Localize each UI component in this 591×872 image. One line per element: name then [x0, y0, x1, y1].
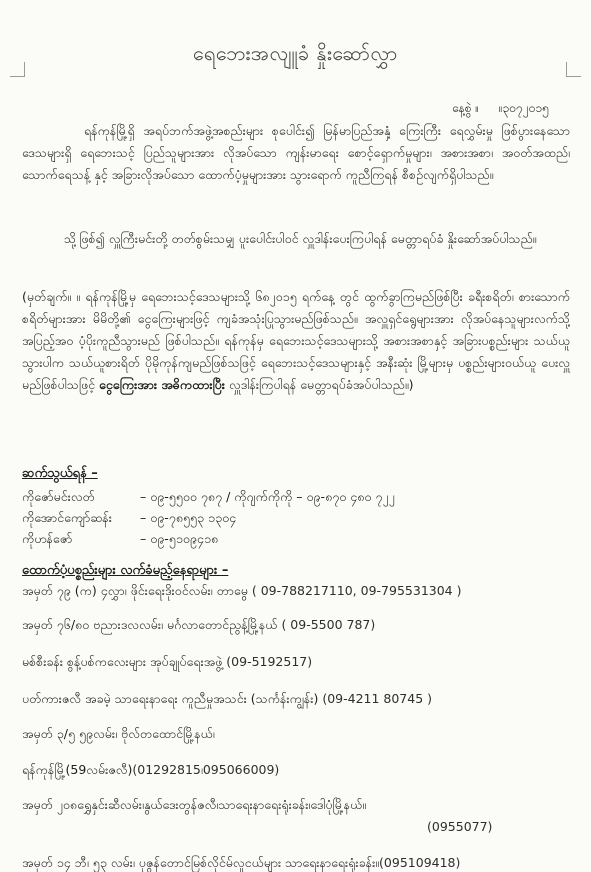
contact-name: ကိုဟန်ဇော် — [22, 531, 73, 546]
venue-address: ပတ်ကားဇလီ အခမဲ့ သာရေးနာရေး ကူညီမှုအသင်း (သင်္ကန်းကျွန်း) — [22, 691, 319, 706]
contact-phone: – ၀၉-၅၅၀၀ ၇၈၇ / ကိုဂျက်ကိုကို – ၀၉-၈၇၀ ၄၈၀ ၇၂၂ — [140, 489, 395, 504]
paragraph-note — [22, 286, 570, 396]
date-label: နေ့စွဲ ။ — [452, 101, 479, 115]
venue-phone: (01292815၊095066009) — [132, 762, 280, 777]
venue-phone: (09-4211 80745 ) — [322, 691, 433, 706]
venue-address: အမှတ် ၇၆/၈၀ ဗညားဒလလမ်း၊ မင်္ဂလာတောင်ညွန့်မြို့နယ် — [22, 617, 278, 632]
venue-address: အမှတ် ၇၉ (က) ၄လွှာ၊ ဖိုင်းရေးဒိုးဝင်လမ်း၊ တာမွေ — [22, 583, 248, 598]
venue-phone: ( 09-5500 787) — [281, 617, 376, 632]
venue-item — [22, 818, 574, 836]
venue-list — [22, 582, 574, 872]
note-bold-text: ငွေကြေးအား အဓိကထားပြီး — [99, 377, 225, 392]
venue-address: ရန်ကုန်မြို့(59လမ်းဇလီ) — [22, 762, 133, 777]
venue-item — [22, 690, 574, 708]
contact-name: ကိုဇော်မင်းလတ် — [22, 489, 95, 504]
contact-phone: – ၀၉-၅၁၀၉၄၁၈ — [140, 531, 219, 546]
venue-address: မစ်စီးခန်း စွန့်ပစ်ကလေးများ အုပ်ချုပ်ရေးအဖွဲ့ — [22, 654, 223, 669]
venue-item — [22, 725, 574, 743]
venue-phone: (0955077) — [427, 819, 493, 834]
venue-item — [22, 854, 574, 872]
venue-item — [22, 616, 574, 634]
contact-phone: – ၀၉-၇၈၅၅၃ ၁၃၀၄ — [140, 510, 237, 525]
venue-phone: (09-5192517) — [226, 654, 313, 669]
note-main-text: (မှတ်ချက်။ ။ ရန်ကုန်မြို့မှ ရေဘေးသင့်ဒေသများသို့ ၆၈၂၀၁၅ ရက်နေ့ တွင် ထွက်ခွာကြမည်ဖြစ်ပြီး ခရီးစရိတ်၊ စားသောက်စရိတ်များအား မိမိတို့၏ ငွေကြေးများဖြင့် ကျခံအသုံးပြုသွားမည်ဖြစ်သည်။ အလှူရှင်ရွေများအား လိုအပ်နေသူများလက်သို့ အပြည့်အဝ ပံ့ပိုးကူညီသွားမည် ဖြစ်ပါသည်။ ရန်ကုန်မှ ရေဘေးသင့်ဒေသများသို့ အစားအစာနှင့် အခြားပစ္စည်းများ သယ်ယူသွားပါက သယ်ယူစားရိတ် ပိုမိုကုန်ကျမည်ဖြစ်သဖြင့် ရေဘေးသင့်ဒေသများနှင့် အနီးဆုံး မြို့များမှ ပစ္စည်းများဝယ်ယူ ပေးလှူမည်ဖြစ်ပါသဖြင့် — [22, 289, 570, 392]
note-end-text: လှူဒါန်းကြပါရန် မေတ္တာရပ်ခံအပ်ပါသည်။) — [228, 377, 414, 392]
paragraph-intro: ရန်ကုန်မြို့ရှိ အရပ်ဘက်အဖွဲ့အစည်းများ စုပေါင်း၍ မြန်မာပြည်အနှံ့ ကြေးကြီး ရေလွှမ်းမှု ဖြစ်ပွားနေသော ဒေသများရှိ ရေဘေးသင့် ပြည်သူများအား လိုအပ်သော ကျန်းမာရေး စောင့်ရှောက်မှုများ၊ အစားအစာ၊ အဝတ်အထည်၊ သောက်ရေသန့် နှင့် အခြားလိုအပ်သော ထောက်ပံ့မှုများအား သွားရောက် ကူညီကြရန် စီစဉ်လျက်ရှိပါသည်။ — [22, 123, 570, 182]
contact-list — [22, 486, 570, 549]
date-row — [452, 100, 549, 118]
venue-address: အမှတ် ၁၄ ဘီ၊ ၅၃ လမ်း၊ ပုဇွန်တောင်မြစ်လိုင်မ်လူငယ်များ သာရေးနာရေးရုံးခန်း။ — [22, 855, 380, 870]
venue-item — [22, 761, 574, 779]
venue-item — [22, 796, 574, 814]
venue-address: အမှတ် ၂၀၈ရွှေနှင်းဆီလမ်း၊နွယ်ဒေးတွန်ဇလီ၊သာရေးနာရေးရုံးခန်း၊ဒေါပုံမြို့နယ်။ — [22, 797, 367, 812]
contact-row — [22, 528, 570, 549]
venue-item — [22, 653, 574, 671]
contact-row — [22, 486, 570, 507]
paragraph-appeal: သို့ဖြစ်၍ လှူကြီးမင်းတို့ တတ်စွမ်းသမျှ ပူးပေါင်းပါဝင် လှူဒါန်းပေးကြပါရန် မေတ္တာရပ်ခံ နှိုးဆော်အပ်ပါသည်။ — [64, 231, 537, 246]
venue-item — [22, 582, 574, 600]
date-value: ။၃၀၇၂၀၁၅ — [498, 101, 549, 115]
document-title: ရေဘေးအလျူခံ နှိုးဆော်လွှာ — [193, 41, 398, 65]
contact-heading: ဆက်သွယ်ရန် – — [22, 466, 98, 481]
venue-address: အမှတ် ၃/၅ ၅၉လမ်း၊ ဗိုလ်တထောင်မြို့နယ်၊ — [22, 726, 215, 741]
contact-name: ကိုအောင်ကျော်ဆန်း — [22, 510, 112, 525]
venue-phone: (095109418) — [379, 855, 461, 870]
venue-phone: ( 09-788217110, 09-795531304 ) — [251, 583, 462, 598]
contact-row — [22, 507, 570, 528]
venues-heading: ထောက်ပံ့ပစ္စည်းများ လက်ခံမည့်နေရာများ – — [22, 563, 229, 578]
